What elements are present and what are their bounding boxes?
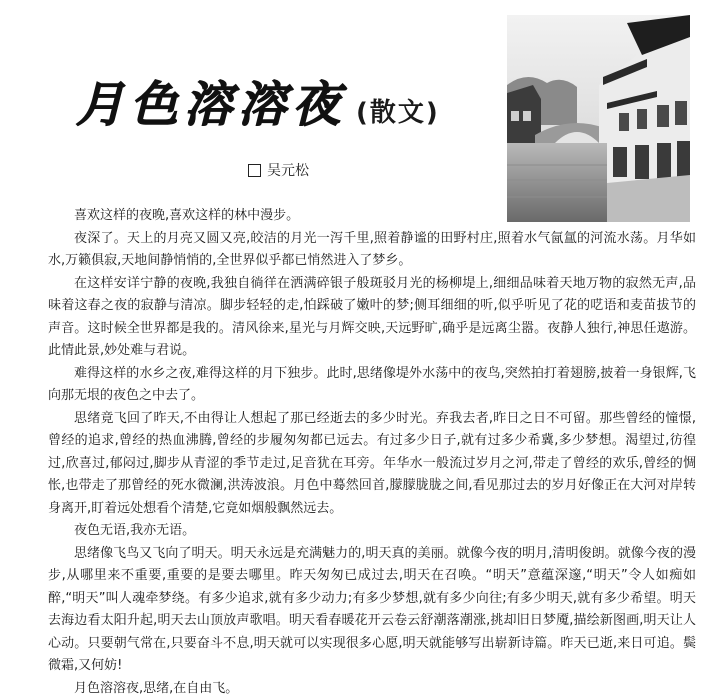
paragraph: 思绪像飞鸟又飞向了明天。明天永远是充满魅力的,明天真的美丽。就像今夜的明月,清明俊朗。就像今夜的漫步,从哪里来不重要,重要的是要去哪里。昨天匆匆已成过去,明天在召唤。“明天”意蕴深邃,“明天”令人如痴如醉,“明天”叫人魂牵梦绕。有多少追求,就有多少动力;有多少梦想,就有多少向往;有多少明天,就有多少希望。明天去海边看太阳升起,明天去山顶放声歌唱。明天看春暖花开云卷云舒潮落潮涨,挑却旧日梦魇,描绘新图画,明天让人心动。只要朝气常在,只要奋斗不息,明天就可以实现很多心愿,明天就能够写出崭新诗篇。昨天已逝,来日可追。鬓微霜,又何妨! bbox=[48, 543, 696, 678]
title-block bbox=[76, 66, 440, 136]
article-title: 月色溶溶夜 bbox=[76, 66, 346, 135]
paragraph: 难得这样的水乡之夜,难得这样的月下独步。此时,思绪像堤外水荡中的夜鸟,突然拍打着翅膀,披着一身银辉,飞向那无垠的夜色之中去了。 bbox=[48, 363, 696, 408]
article-body bbox=[48, 205, 696, 700]
water-town-illustration bbox=[507, 15, 690, 222]
paragraph: 夜色无语,我亦无语。 bbox=[48, 520, 696, 543]
author-line bbox=[248, 160, 309, 180]
water-town-photo bbox=[507, 15, 690, 222]
paragraph: 思绪竟飞回了昨天,不由得让人想起了那已经逝去的多少时光。弃我去者,昨日之日不可留。那些曾经的憧憬,曾经的追求,曾经的热血沸腾,曾经的步履匆匆都已远去。有过多少日子,就有过多少希冀,多少梦想。渴望过,彷徨过,欣喜过,郁闷过,脚步从青涩的季节走过,足音犹在耳旁。年华水一般流过岁月之河,带走了曾经的欢乐,曾经的惆怅,也带走了那曾经的死水微澜,洪涛波浪。月色中蓦然回首,朦朦胧胧之间,看见那过去的岁月好像正在大河对岸转身离开,盯着远处想看个清楚,它竟如烟般飘然远去。 bbox=[48, 408, 696, 521]
author-name: 吴元松 bbox=[267, 160, 309, 180]
square-bullet-icon bbox=[248, 164, 261, 177]
paragraph: 喜欢这样的夜晚,喜欢这样的林中漫步。 bbox=[48, 205, 488, 228]
article-genre: (散文) bbox=[356, 92, 440, 129]
paragraph: 夜深了。天上的月亮又圆又亮,皎洁的月光一泻千里,照着静谧的田野村庄,照着水气氤氲的河流水荡。月华如水,万籁俱寂,天地间静悄悄的,全世界似乎都已悄然进入了梦乡。 bbox=[48, 228, 696, 273]
paragraph: 在这样安详宁静的夜晚,我独自徜徉在洒满碎银子般斑驳月光的杨柳堤上,细细品味着天地万物的寂然无声,品味着这春之夜的寂静与清凉。脚步轻轻的走,怕踩破了嫩叶的梦;侧耳细细的听,似乎听见了花的呓语和麦苗拔节的声音。这时候全世界都是我的。清风徐来,星光与月辉交映,天远野旷,确乎是远离尘嚣。夜静人独行,神思任遨游。此情此景,妙处难与君说。 bbox=[48, 273, 696, 363]
paragraph: 月色溶溶夜,思绪,在自由飞。 bbox=[48, 678, 696, 700]
